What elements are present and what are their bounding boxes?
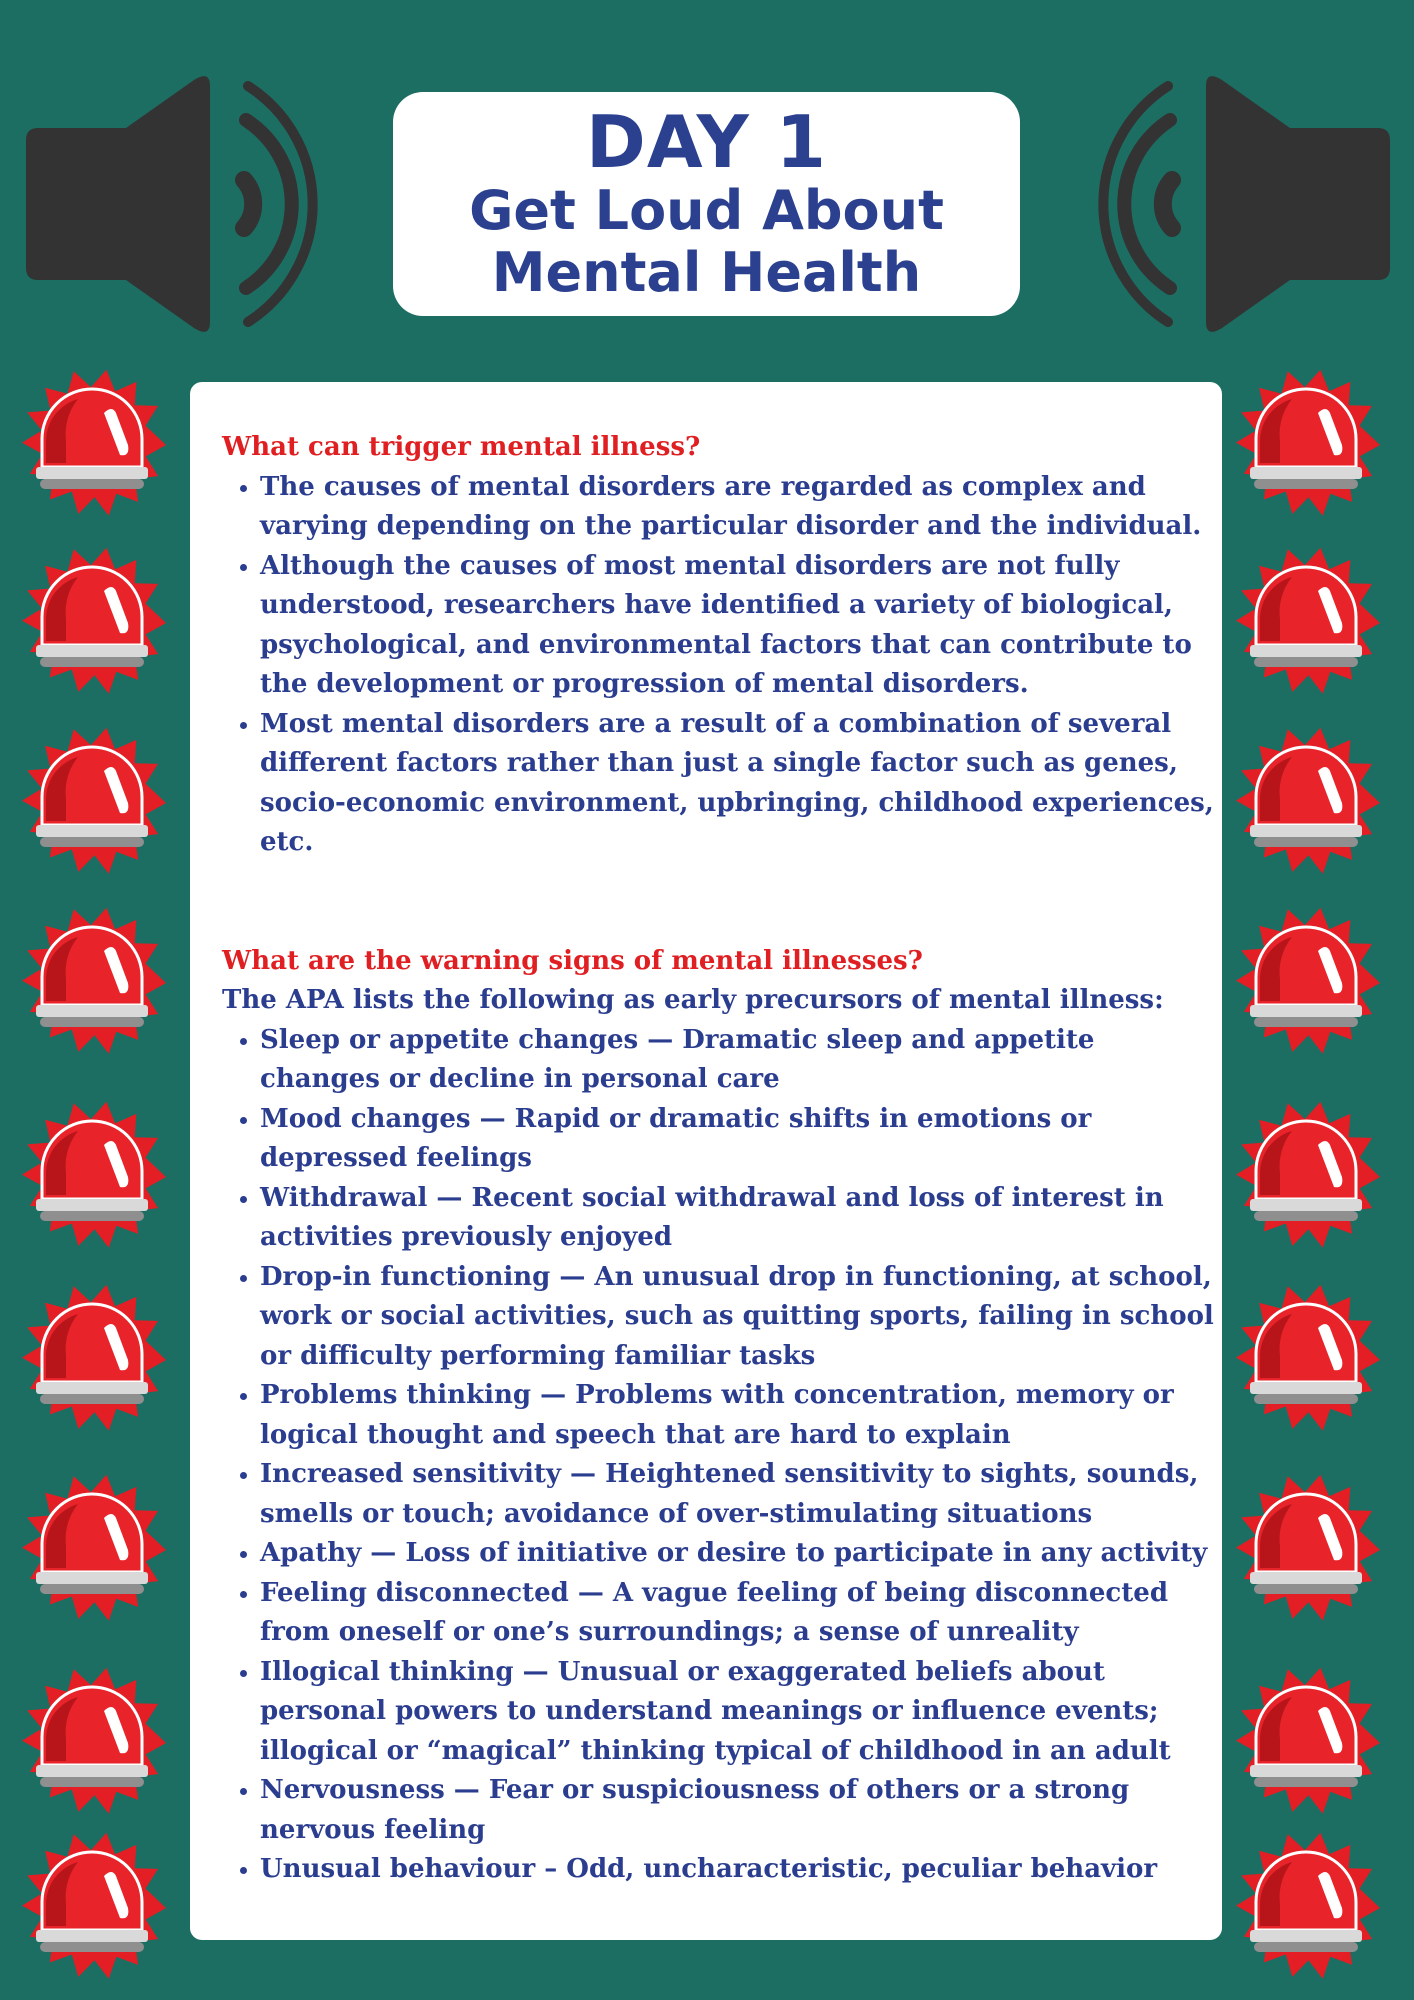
list-item: • Problems thinking — Problems with concentration, memory or logical thought and speech that are hard to explain — [260, 1376, 1222, 1455]
siren-icon — [6, 1087, 186, 1267]
speaker-icon — [26, 72, 356, 336]
siren-icon — [6, 1270, 186, 1450]
list-item: • Although the causes of most mental disorders are not fully understood, researchers have identified a variety of biological, psychological, and environmental factors that can contribute to the development or progression of mental disorders. — [260, 547, 1222, 705]
triggers-list — [222, 468, 1222, 863]
list-item: • Drop-in functioning — An unusual drop in functioning, at school, work or social activities, such as quitting sports, failing in school or difficulty performing familiar tasks — [260, 1258, 1222, 1377]
content-card — [190, 382, 1222, 1940]
list-item: • The causes of mental disorders are regarded as complex and varying depending on the particular disorder and the individual. — [260, 468, 1222, 547]
siren-icon — [1220, 1087, 1400, 1267]
list-item: • Sleep or appetite changes — Dramatic sleep and appetite changes or decline in personal care — [260, 1021, 1222, 1100]
siren-icon — [6, 713, 186, 893]
speaker-icon — [1060, 72, 1390, 336]
list-item: • Withdrawal — Recent social withdrawal and loss of interest in activities previously enjoyed — [260, 1179, 1222, 1258]
warning-signs-intro: The APA lists the following as early precursors of mental illness: — [222, 985, 1164, 1015]
section-heading-warning-signs: What are the warning signs of mental illnesses? — [222, 945, 923, 976]
siren-icon — [6, 1653, 186, 1833]
siren-icon — [1220, 1653, 1400, 1833]
siren-icon — [6, 355, 186, 535]
content-body — [222, 428, 1222, 1890]
list-item: • Illogical thinking — Unusual or exaggerated beliefs about personal powers to understand meanings or influence events; illogical or “magical” thinking typical of childhood in an adult — [260, 1653, 1222, 1772]
page-title-day: DAY 1 — [586, 100, 827, 184]
siren-icon — [1220, 1270, 1400, 1450]
list-item: • Unusual behaviour – Odd, uncharacteristic, peculiar behavior — [260, 1850, 1222, 1890]
siren-icon — [1220, 533, 1400, 713]
list-item: • Nervousness — Fear or suspiciousness of others or a strong nervous feeling — [260, 1771, 1222, 1850]
page-subtitle — [469, 180, 944, 304]
siren-icon — [6, 893, 186, 1073]
siren-icon — [6, 533, 186, 713]
siren-icon — [6, 1818, 186, 1998]
section-spacer — [222, 863, 1222, 942]
subtitle-line-1: Get Loud About — [469, 179, 944, 242]
list-item: • Mood changes — Rapid or dramatic shifts in emotions or depressed feelings — [260, 1100, 1222, 1179]
siren-icon — [1220, 893, 1400, 1073]
siren-icon — [1220, 713, 1400, 893]
siren-icon — [1220, 1460, 1400, 1640]
title-card — [393, 92, 1020, 316]
list-item: • Most mental disorders are a result of a combination of several different factors rather than just a single factor such as genes, socio-economic environment, upbringing, childhood experiences, etc. — [260, 705, 1222, 863]
siren-icon — [1220, 355, 1400, 535]
siren-icon — [1220, 1818, 1400, 1998]
siren-icon — [6, 1460, 186, 1640]
list-item: • Apathy — Loss of initiative or desire to participate in any activity — [260, 1534, 1222, 1574]
warning-signs-list — [222, 1021, 1222, 1890]
list-item: • Increased sensitivity — Heightened sensitivity to sights, sounds, smells or touch; avoidance of over-stimulating situations — [260, 1455, 1222, 1534]
subtitle-line-2: Mental Health — [491, 241, 922, 304]
section-heading-triggers: What can trigger mental illness? — [222, 432, 701, 462]
list-item: • Feeling disconnected — A vague feeling of being disconnected from oneself or one’s surroundings; a sense of unreality — [260, 1574, 1222, 1653]
